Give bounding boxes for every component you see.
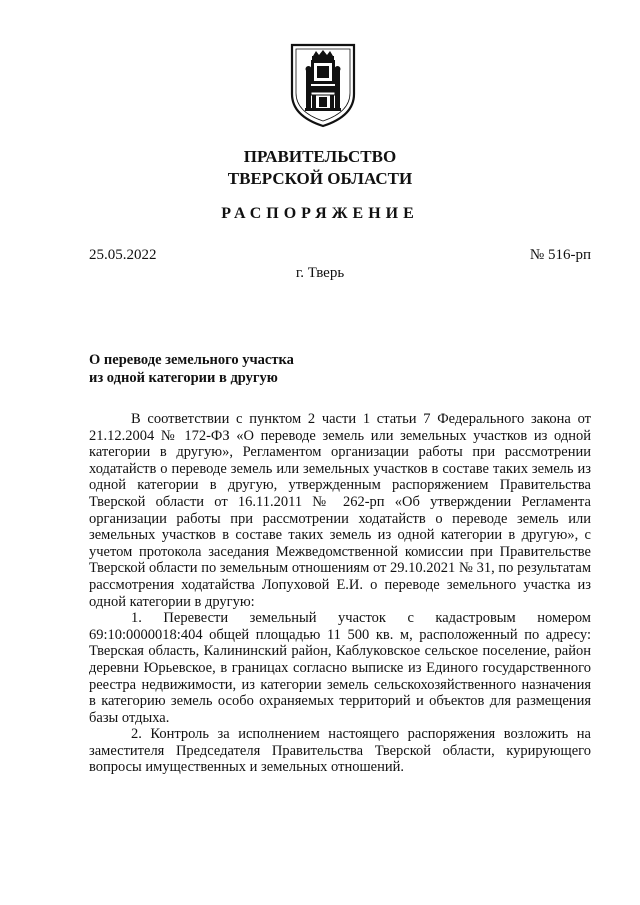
coat-of-arms-icon bbox=[289, 42, 357, 128]
org-name-line2: ТВЕРСКОЙ ОБЛАСТИ bbox=[227, 169, 413, 188]
body-item-1: 1. Перевести земельный участок с кадастровым номером 69:10:0000018:404 общей площадью 11 500 кв. м, расположенный по адресу: Тверская область, Калининский район, Каблуковское сельское поселение, район деревни Юрьевское, в границах согласно выписке из Единого государственного реестра недвижимости, из категории земель сельскохозяйственного назначения в категорию земель особо охраняемых территорий и объектов для размещения базы отдыха. bbox=[89, 610, 591, 726]
subject-line2: из одной категории в другую bbox=[89, 370, 278, 386]
document-date: 25.05.2022 bbox=[89, 247, 157, 263]
subject-line1: О переводе земельного участка bbox=[89, 352, 294, 368]
government-header bbox=[0, 146, 640, 190]
document-subject bbox=[89, 351, 294, 387]
body-item-2: 2. Контроль за исполнением настоящего распоряжения возложить на заместителя Председателя Правительства Тверской области, курирующего вопросы имущественных и земельных отношений. bbox=[89, 726, 591, 776]
body-preamble: В соответствии с пунктом 2 части 1 статьи 7 Федерального закона от 21.12.2004 № 172-ФЗ «О переводе земель или земельных участков из одной категории в другую», Регламентом организации работы при рассмотрении ходатайств о переводе земель или земельных участков в составе таких земель из одной категории в другую, утвержденным распоряжением Правительства Тверской области от 16.11.2011 № 262-рп «Об утверждении Регламента организации работы при рассмотрении ходатайств о переводе земель или земельных участков в составе таких земель из одной категории в другую», с учетом протокола заседания Межведомственной комиссии при Правительстве Тверской области по земельным отношениям от 29.10.2021 № 31, по результатам рассмотрения ходатайства Лопуховой Е.И. о переводе земельного участка из одной категории в другую: bbox=[89, 411, 591, 610]
document-type: РАСПОРЯЖЕНИЕ bbox=[221, 205, 419, 222]
document-number: № 516-рп bbox=[529, 247, 591, 263]
org-name-line1: ПРАВИТЕЛЬСТВО bbox=[243, 147, 397, 166]
document-city: г. Тверь bbox=[295, 265, 345, 281]
document-body bbox=[89, 411, 591, 776]
